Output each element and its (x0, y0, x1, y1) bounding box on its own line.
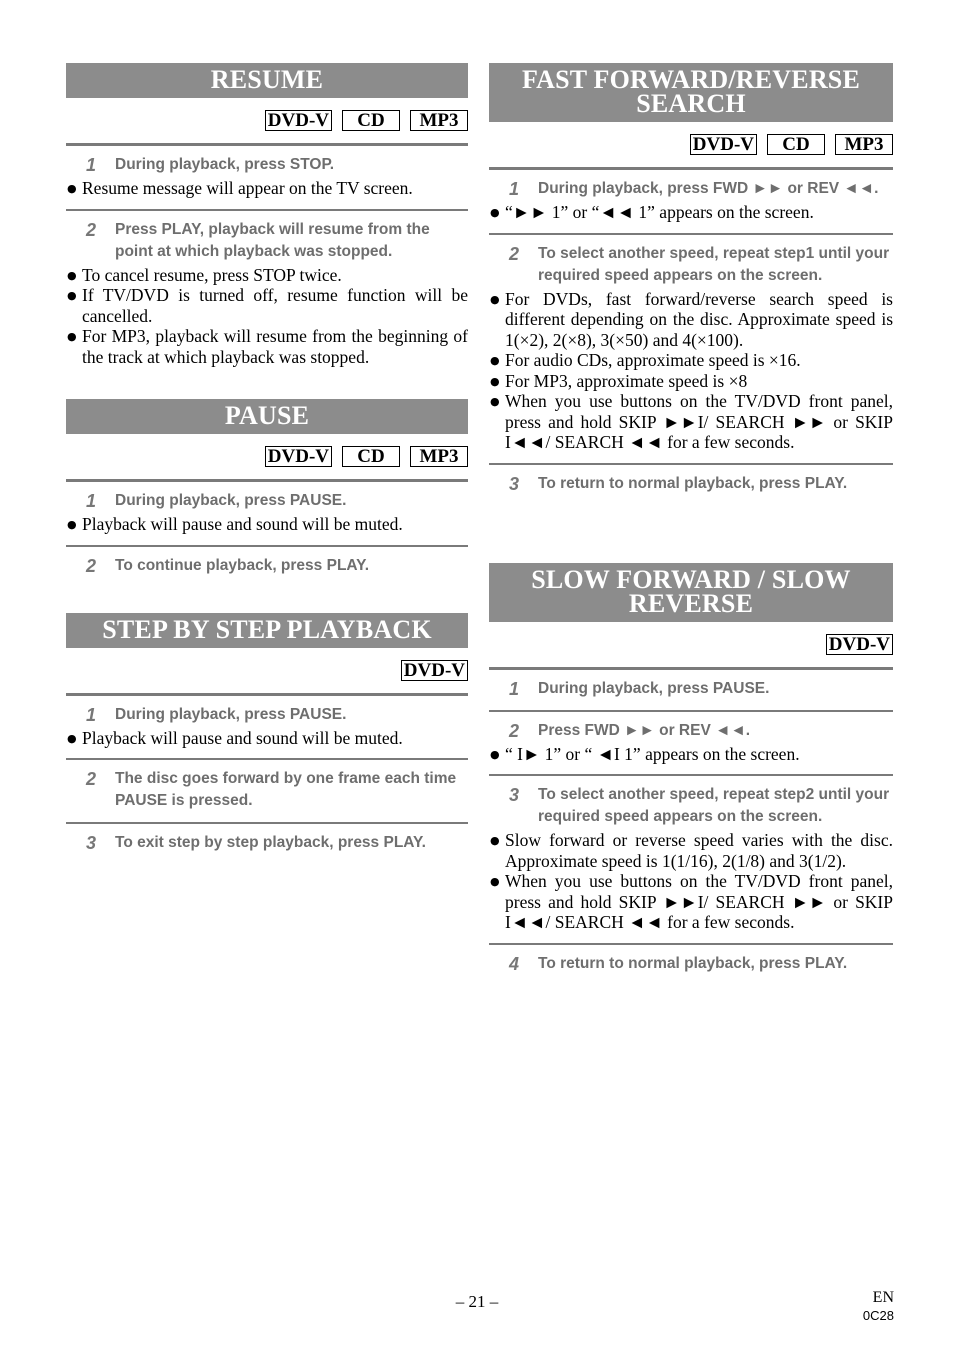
step-header (489, 953, 893, 975)
disc-type-badges (66, 110, 468, 134)
note-item: ● For DVDs, fast forward/reverse search speed is different depending on the disc. Approximate speed is 1(×2), 2(×8), 3(×50) and 4(×100). (489, 289, 893, 351)
note-item: ● For MP3, playback will resume from the beginning of the track at which playback was stopped. (66, 326, 468, 367)
disc-badge: DVD-V (690, 134, 757, 155)
section-pause (66, 399, 468, 581)
disc-type-badges (489, 634, 893, 658)
note-item: ● For audio CDs, approximate speed is ×16. (489, 350, 893, 371)
step-notes (66, 514, 468, 535)
instruction-step (66, 824, 468, 858)
instruction-step (489, 170, 893, 227)
step-instruction: During playback, press FWD ►► or REV ◄◄. (538, 180, 879, 197)
disc-badge: DVD-V (401, 660, 468, 681)
disc-badge: CD (767, 134, 825, 155)
section-slow (489, 563, 893, 979)
step-header (489, 243, 893, 287)
page-number: – 21 – (455, 1292, 499, 1311)
step-header (66, 490, 468, 512)
instruction-step (66, 482, 468, 539)
step-number: 2 (86, 769, 97, 789)
section-title: FAST FORWARD/REVERSE SEARCH (489, 63, 893, 122)
step-number: 2 (86, 219, 97, 240)
instruction-step (66, 211, 468, 372)
step-instruction: To select another speed, repeat step2 until your required speed appears on the screen. (538, 786, 890, 825)
note-item: ● To cancel resume, press STOP twice. (66, 265, 468, 286)
step-number: 3 (509, 473, 520, 494)
step-notes (66, 265, 468, 368)
step-instruction: To return to normal playback, press PLAY. (538, 954, 848, 972)
step-instruction: Press PLAY, playback will resume from the point at which playback was stopped. (115, 220, 430, 260)
note-item: ● Resume message will appear on the TV screen. (66, 178, 468, 199)
instruction-step (489, 776, 893, 937)
step-header (66, 219, 468, 263)
disc-badge: CD (342, 446, 400, 467)
step-header (489, 473, 893, 495)
step-header (489, 178, 893, 200)
instruction-step (66, 696, 468, 753)
note-item: ● Playback will pause and sound will be muted. (66, 728, 468, 749)
note-item: ● Playback will pause and sound will be muted. (66, 514, 468, 535)
step-instruction: During playback, press PAUSE. (115, 492, 347, 509)
note-item: ● When you use buttons on the TV/DVD front panel, press and hold SKIP ►►I/ SEARCH ►► or SKIP I◄◄/ SEARCH ◄◄ for a few seconds. (489, 391, 893, 453)
step-notes (489, 744, 893, 765)
step-number: 3 (509, 785, 520, 805)
instruction-step (489, 712, 893, 769)
section-title: STEP BY STEP PLAYBACK (66, 613, 468, 648)
document-code: 0C28 (862, 1308, 894, 1323)
step-instruction: During playback, press PAUSE. (538, 679, 770, 697)
step-notes (66, 178, 468, 199)
instruction-step (66, 146, 468, 203)
step-header (489, 720, 893, 742)
step-instruction: To exit step by step playback, press PLAY. (115, 834, 426, 851)
step-number: 1 (86, 704, 97, 725)
step-instruction: To continue playback, press PLAY. (115, 556, 370, 574)
step-instruction: To return to normal playback, press PLAY. (538, 474, 848, 492)
step-number: 2 (509, 243, 520, 264)
note-item: ● If TV/DVD is turned off, resume function will be cancelled. (66, 285, 468, 326)
disc-badge: MP3 (410, 110, 468, 131)
step-number: 4 (509, 953, 520, 974)
step-notes (489, 830, 893, 933)
disc-type-badges (66, 660, 468, 684)
step-number: 2 (86, 555, 97, 576)
note-item: ● When you use buttons on the TV/DVD front panel, press and hold SKIP ►►I/ SEARCH ►► or SKIP I◄◄/ SEARCH ◄◄ for a few seconds. (489, 871, 893, 933)
disc-badge: DVD-V (265, 446, 332, 467)
step-header (66, 555, 468, 577)
instruction-step (489, 945, 893, 979)
language-code: EN (872, 1289, 894, 1306)
note-item: ● For MP3, approximate speed is ×8 (489, 371, 893, 392)
section-title: RESUME (66, 63, 468, 98)
disc-badge: MP3 (410, 446, 468, 467)
disc-type-badges (66, 446, 468, 470)
disc-badge: MP3 (835, 134, 893, 155)
step-instruction: The disc goes forward by one frame each time PAUSE is pressed. (115, 770, 457, 809)
instruction-step (489, 670, 893, 704)
step-number: 1 (86, 155, 97, 175)
section-fast-search (489, 63, 893, 499)
step-header (489, 784, 893, 828)
step-header (66, 768, 468, 812)
step-header (66, 704, 468, 726)
note-item: ● “ I► 1” or “ ◄I 1” appears on the screen. (489, 744, 893, 765)
disc-badge: DVD-V (826, 634, 893, 655)
note-item: ● “►► 1” or “◄◄ 1” appears on the screen. (489, 202, 893, 223)
step-instruction: Press FWD ►► or REV ◄◄. (538, 721, 751, 739)
disc-type-badges (489, 134, 893, 158)
step-number: 1 (86, 491, 97, 511)
section-title: SLOW FORWARD / SLOW REVERSE (489, 563, 893, 622)
step-number: 2 (509, 720, 520, 741)
note-item: ● Slow forward or reverse speed varies with the disc. Approximate speed is 1(1/16), 2(1/8) and 3(1/2). (489, 830, 893, 871)
step-number: 3 (86, 833, 97, 853)
step-number: 1 (509, 179, 520, 199)
step-number: 1 (509, 678, 520, 699)
instruction-step (66, 547, 468, 581)
step-header (66, 154, 468, 176)
step-instruction: To select another speed, repeat step1 until your required speed appears on the screen. (538, 244, 890, 284)
section-resume (66, 63, 468, 371)
step-notes (489, 289, 893, 453)
disc-badge: CD (342, 110, 400, 131)
step-header (66, 832, 468, 854)
step-header (489, 678, 893, 700)
step-instruction: During playback, press STOP. (115, 156, 335, 173)
instruction-step (489, 235, 893, 457)
left-column (66, 63, 468, 858)
disc-badge: DVD-V (265, 110, 332, 131)
section-title: PAUSE (66, 399, 468, 434)
right-column (489, 63, 893, 979)
step-notes (489, 202, 893, 223)
step-instruction: During playback, press PAUSE. (115, 705, 347, 723)
step-notes (66, 728, 468, 749)
instruction-step (489, 465, 893, 499)
instruction-step (66, 760, 468, 816)
section-step-by-step (66, 613, 468, 859)
